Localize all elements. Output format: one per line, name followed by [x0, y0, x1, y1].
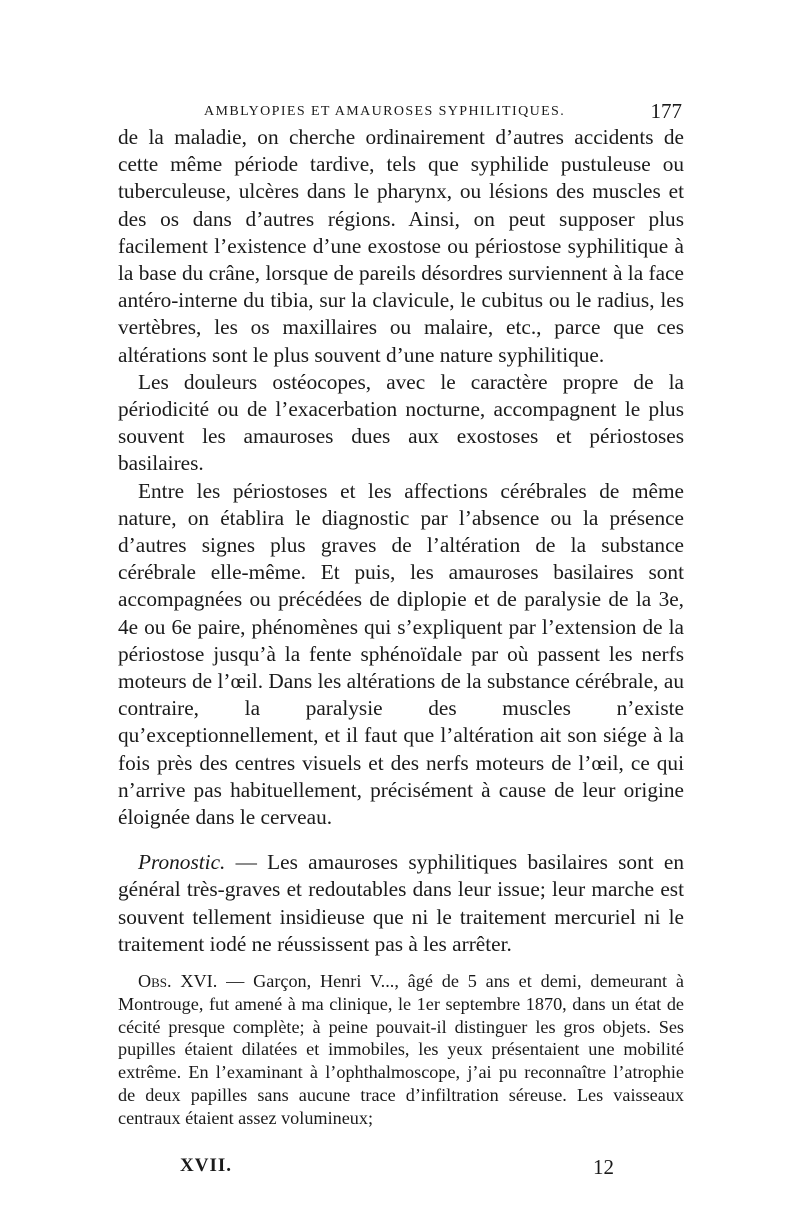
observation-label: Obs. XVI.: [138, 971, 218, 992]
observation-text: — Garçon, Henri V..., âgé de 5 ans et demi, demeurant à Montrouge, fut amené à ma clinique, le 1er septembre 1870, dans un état de cécité presque complète; à peine pouvait-il distinguer les gros objets. Ses pupilles étaient dilatées et immobiles, les yeux présentaient une mobilité extrême. En l’examinant à l’ophthalmoscope, j’ai pu reconnaître l’atrophie de deux papilles sans aucune trace d’infiltration séreuse. Les vaisseaux centraux étaient assez volumineux;: [118, 971, 684, 1128]
page-header: [118, 100, 684, 124]
paragraph-bone-pain: Les douleurs ostéocopes, avec le caractère propre de la périodicité ou de l’exacerbation nocturne, accompagnent le plus souvent les amauroses dues aux exostoses et périostoses basilaires.: [118, 369, 684, 476]
paragraph-diagnosis: Entre les périostoses et les affections cérébrales de même nature, on établira le diagnostic par l’absence ou la présence d’autres signes plus graves de l’altération de la substance cérébrale elle-même. Et puis, les amauroses basilaires sont accompagnées ou précédées de diplopie et de paralysie de la 3e, 4e ou 6e paire, phénomènes qui s’expliquent par l’extension de la périostose jusqu’à la fente sphénoïdale par où passent les nerfs moteurs de l’œil. Dans les altérations de la substance cérébrale, au contraire, la paralysie des muscles n’existe qu’exceptionnellement, et il faut que l’altération ait son siége à la fois près des centres visuels et des nerfs moteurs de l’œil, ce qui n’arrive pas habituellement, précisément à cause de leur origine éloignée dans le cerveau.: [118, 478, 684, 830]
page-footer: [118, 1155, 684, 1183]
observation-paragraph: [118, 970, 684, 1130]
running-head: AMBLYOPIES ET AMAUROSES SYPHILITIQUES.: [204, 104, 566, 119]
paragraph-prognosis: [118, 849, 684, 958]
prognosis-text: — Les amauroses syphilitiques basilaires sont en général très-graves et redoutables dans leur issue; leur marche est souvent tellement insidieuse que ni le traitement mercuriel ni le traitement iodé ne réussissent pas à les arrêter.: [118, 850, 684, 956]
section-title-prognosis: Pronostic.: [138, 850, 226, 875]
body-text: [118, 124, 684, 1130]
paragraph-continuation: de la maladie, on cherche ordinairement d’autres accidents de cette même période tardive, tels que syphilide pustuleuse ou tuberculeuse, ulcères dans le pharynx, ou lésions des muscles et des os dans d’autres régions. Ainsi, on peut supposer plus facilement l’existence d’une exostose ou périostose syphilitique à la base du crâne, lorsque de pareils désordres surviennent à la face antéro-interne du tibia, sur la clavicule, le cubitus ou le radius, les vertèbres, les os maxillaires ou malaire, etc., parce que ces altérations sont le plus souvent d’une nature syphilitique.: [118, 125, 684, 367]
page-number: 177: [650, 99, 682, 123]
signature-mark: XVII.: [180, 1155, 232, 1176]
signature-number: 12: [593, 1155, 614, 1179]
